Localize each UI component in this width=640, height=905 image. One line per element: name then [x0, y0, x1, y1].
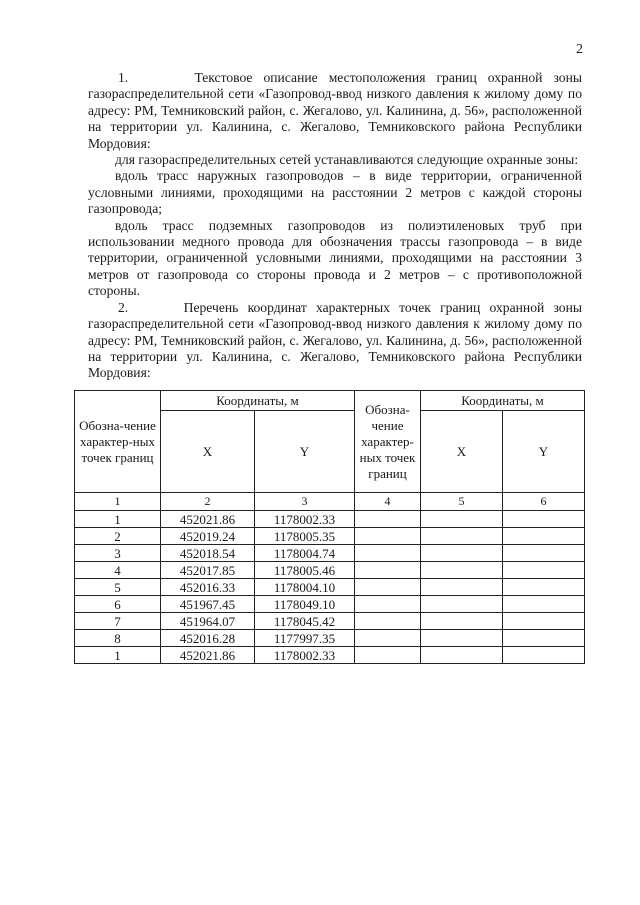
column-number: 5 — [421, 493, 503, 511]
empty-cell — [503, 562, 585, 579]
y-coordinate: 1178004.10 — [255, 579, 355, 596]
y-coordinate: 1178002.33 — [255, 647, 355, 664]
page-number: 2 — [576, 42, 583, 57]
empty-cell — [503, 528, 585, 545]
paragraph-outdoor-pipelines: вдоль трасс наружных газопроводов – в виде территории, ограниченной условными линиями, проходящими на расстоянии 2 метров с каждой стороны газопровода; — [88, 168, 582, 217]
column-number: 4 — [355, 493, 421, 511]
table-row — [75, 528, 585, 545]
empty-cell — [355, 511, 421, 528]
point-number: 3 — [75, 545, 161, 562]
empty-cell — [355, 545, 421, 562]
y-coordinate: 1177997.35 — [255, 630, 355, 647]
empty-cell — [503, 596, 585, 613]
y-coordinate: 1178005.35 — [255, 528, 355, 545]
empty-cell — [421, 647, 503, 664]
empty-cell — [355, 528, 421, 545]
table-row — [75, 647, 585, 664]
y-coordinate: 1178005.46 — [255, 562, 355, 579]
empty-cell — [503, 511, 585, 528]
empty-cell — [503, 647, 585, 664]
empty-cell — [421, 562, 503, 579]
y-coordinate: 1178045.42 — [255, 613, 355, 630]
y-coordinate: 1178002.33 — [255, 511, 355, 528]
point-number: 1 — [75, 511, 161, 528]
y-header-2: Y — [503, 411, 585, 493]
column-number: 6 — [503, 493, 585, 511]
x-coordinate: 452016.33 — [161, 579, 255, 596]
document-text — [88, 70, 582, 382]
x-coordinate: 452017.85 — [161, 562, 255, 579]
empty-cell — [503, 545, 585, 562]
y-header: Y — [255, 411, 355, 493]
x-coordinate: 452018.54 — [161, 545, 255, 562]
empty-cell — [355, 630, 421, 647]
table-row — [75, 630, 585, 647]
empty-cell — [421, 545, 503, 562]
table-row — [75, 596, 585, 613]
column-number: 2 — [161, 493, 255, 511]
x-coordinate: 452019.24 — [161, 528, 255, 545]
y-coordinate: 1178049.10 — [255, 596, 355, 613]
x-coordinate: 452016.28 — [161, 630, 255, 647]
column-number: 1 — [75, 493, 161, 511]
table-row — [75, 613, 585, 630]
designation-header: Обозна-чение характер-ных точек границ — [75, 391, 161, 493]
empty-cell — [355, 562, 421, 579]
empty-cell — [421, 511, 503, 528]
point-number: 7 — [75, 613, 161, 630]
empty-cell — [503, 613, 585, 630]
empty-cell — [355, 579, 421, 596]
empty-cell — [421, 596, 503, 613]
coordinates-table — [74, 390, 585, 664]
paragraph-zones-intro: для газораспределительных сетей устанавливаются следующие охранные зоны: — [115, 152, 579, 168]
empty-cell — [421, 579, 503, 596]
x-header: X — [161, 411, 255, 493]
paragraph-underground-pipelines: вдоль трасс подземных газопроводов из полиэтиленовых труб при использовании медного провода для обозначения трассы газопровода – в виде территории, ограниченной условными линиями, проходящими на расстоянии 3 метров от газопровода со стороны провода и 2 метров – с противоположной стороны. — [88, 217, 582, 299]
y-coordinate: 1178004.74 — [255, 545, 355, 562]
x-coordinate: 452021.86 — [161, 511, 255, 528]
paragraph-2-coordinates-heading: 2. Перечень координат характерных точек границ охранной зоны газораспределительной сети «Газопровод-ввод низкого давления к жилому дому по адресу: РМ, Темниковский район, с. Жегалово, ул. Калинина, д. 56», расположенной на территории ул. Калинина, с. Жегалово, Темниковского района Республики Мордовия: — [88, 299, 582, 381]
paragraph-1-description-heading: 1. Текстовое описание местоположения границ охранной зоны газораспределительной сети «Газопровод-ввод низкого давления к жилому дому по адресу: РМ, Темниковский район, с. Жегалово, ул. Калинина, д. 56», расположенной на территории ул. Калинина, с. Жегалово, Темниковского района Республики Мордовия: — [88, 70, 582, 151]
point-number: 5 — [75, 579, 161, 596]
point-number: 6 — [75, 596, 161, 613]
empty-cell — [355, 613, 421, 630]
designation-header-2: Обозна-чение характер-ных точек границ — [355, 391, 421, 493]
table-row — [75, 511, 585, 528]
table-row — [75, 562, 585, 579]
table-row — [75, 579, 585, 596]
point-number: 1 — [75, 647, 161, 664]
coordinates-header: Координаты, м — [161, 391, 355, 411]
point-number: 8 — [75, 630, 161, 647]
empty-cell — [355, 647, 421, 664]
point-number: 2 — [75, 528, 161, 545]
column-number-row — [75, 493, 585, 511]
empty-cell — [355, 596, 421, 613]
x-header-2: X — [421, 411, 503, 493]
x-coordinate: 451967.45 — [161, 596, 255, 613]
x-coordinate: 452021.86 — [161, 647, 255, 664]
empty-cell — [503, 579, 585, 596]
column-number: 3 — [255, 493, 355, 511]
empty-cell — [421, 630, 503, 647]
empty-cell — [421, 528, 503, 545]
empty-cell — [503, 630, 585, 647]
point-number: 4 — [75, 562, 161, 579]
empty-cell — [421, 613, 503, 630]
coordinates-header-2: Координаты, м — [421, 391, 585, 411]
x-coordinate: 451964.07 — [161, 613, 255, 630]
table-row — [75, 545, 585, 562]
